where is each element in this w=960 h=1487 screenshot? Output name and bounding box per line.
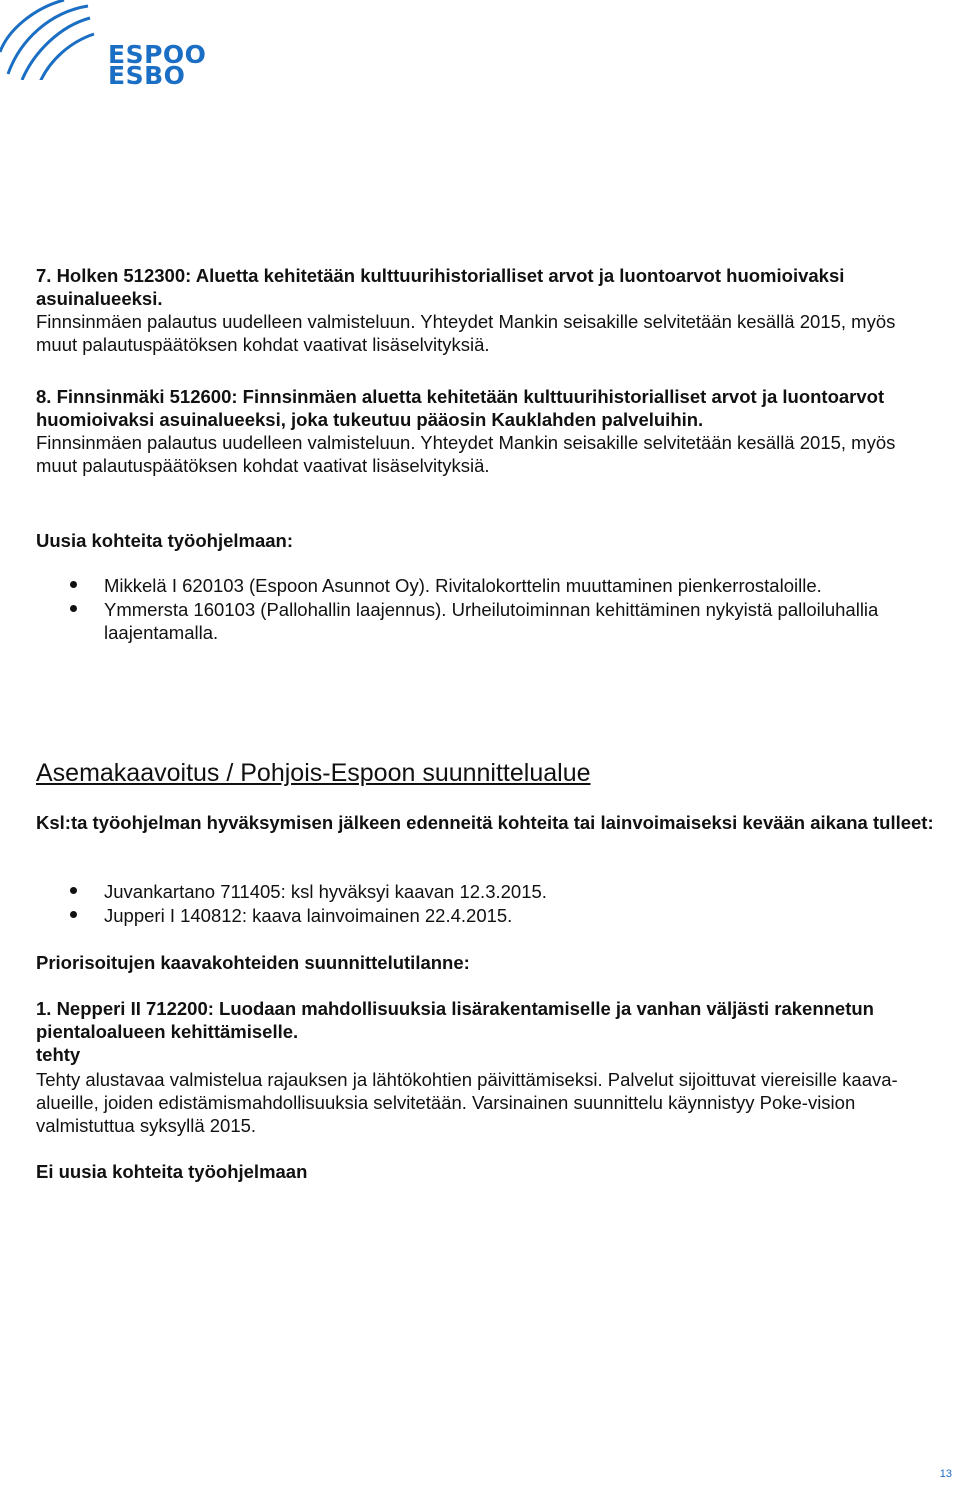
bullet-icon bbox=[70, 887, 77, 894]
item-1-heading: 1. Nepperi II 712200: Luodaan mahdollisuuksia lisärakentamiselle ja vanhan väljästi rakennetun pientaloalueen kehittämiselle. bbox=[36, 998, 874, 1042]
bullet-icon bbox=[70, 911, 77, 918]
section-8-heading: 8. Finnsinmäki 512600: Finnsinmäen aluetta kehitetään kulttuurihistorialliset arvot ja luontoarvot huomioivaksi asuinalueeksi, joka tukeutuu pääosin Kauklahden palveluihin. bbox=[36, 386, 885, 430]
logo-waves-icon bbox=[0, 0, 100, 80]
priority-heading: Priorisoitujen kaavakohteiden suunnittelutilanne: bbox=[36, 952, 470, 973]
logo-text-espoo: ESPOO bbox=[108, 40, 207, 69]
area-title: Asemakaavoitus / Pohjois-Espoon suunnittelualue bbox=[36, 759, 591, 787]
bullet-icon bbox=[70, 581, 77, 588]
logo-text-esbo: ESBO bbox=[108, 61, 186, 90]
advanced-item: Jupperi I 140812: kaava lainvoimainen 22.4.2015. bbox=[104, 905, 513, 926]
espoo-logo bbox=[0, 0, 207, 90]
new-item: Ymmersta 160103 (Pallohallin laajennus). Urheilutoiminnan kehittäminen nykyistä palloiluhallia laajentamalla. bbox=[104, 599, 879, 643]
advanced-item: Juvankartano 711405: ksl hyväksyi kaavan 12.3.2015. bbox=[104, 881, 547, 902]
no-new-items-heading: Ei uusia kohteita työohjelmaan bbox=[36, 1161, 308, 1182]
item-1-status: tehty bbox=[36, 1044, 81, 1065]
advanced-heading: Ksl:ta työohjelman hyväksymisen jälkeen edenneitä kohteita tai lainvoimaiseksi kevään aikana tulleet: bbox=[36, 812, 934, 833]
new-items-heading: Uusia kohteita työohjelmaan: bbox=[36, 530, 293, 551]
section-8-body: Finnsinmäen palautus uudelleen valmisteluun. Yhteydet Mankin seisakille selvitetään kesällä 2015, myös muut palautuspäätöksen kohdat vaativat lisäselvityksiä. bbox=[36, 432, 896, 476]
bullet-icon bbox=[70, 605, 77, 612]
section-7-heading: 7. Holken 512300: Aluetta kehitetään kulttuurihistorialliset arvot ja luontoarvot huomioivaksi asuinalueeksi. bbox=[36, 265, 845, 309]
section-7-body: Finnsinmäen palautus uudelleen valmisteluun. Yhteydet Mankin seisakille selvitetään kesällä 2015, myös muut palautuspäätöksen kohdat vaativat lisäselvityksiä. bbox=[36, 311, 896, 355]
new-item: Mikkelä I 620103 (Espoon Asunnot Oy). Rivitalokorttelin muuttaminen pienkerrostaloille. bbox=[104, 575, 822, 596]
page-number: 13 bbox=[939, 1468, 952, 1480]
item-1-body: Tehty alustavaa valmistelua rajauksen ja lähtökohtien päivittämiseksi. Palvelut sijoittuvat viereisille kaava-alueille, joiden edistämismahdollisuuksia selvitetään. Varsinainen suunnittelu käynnistyy Poke-vision valmistuttua syksyllä 2015. bbox=[36, 1069, 898, 1136]
